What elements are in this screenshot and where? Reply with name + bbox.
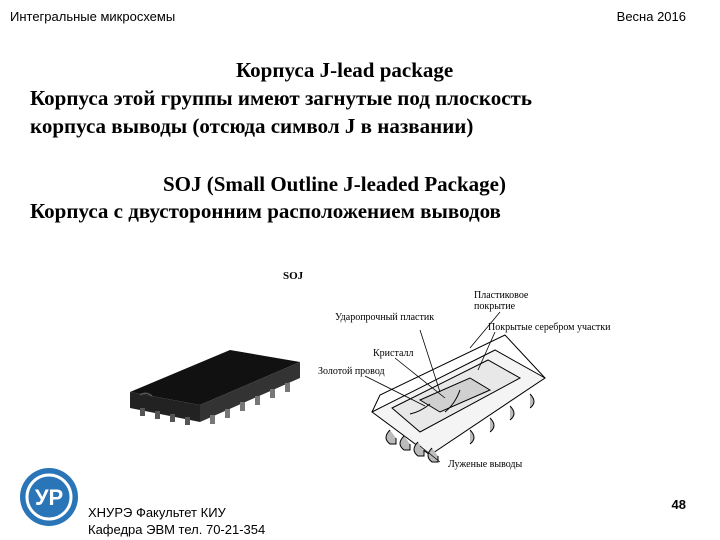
soj-chip-illustration: [130, 350, 300, 425]
label-crystal: Кристалл: [373, 348, 414, 359]
page-number: 48: [671, 497, 686, 512]
label-tinned-leads: Луженые выводы: [448, 459, 523, 470]
label-plastic: Пластиковое покрытие: [474, 290, 529, 312]
body-line-2: корпуса выводы (отсюда символ J в названии): [30, 114, 474, 138]
label-gold-wire: Золотой провод: [318, 366, 385, 377]
slide-subtitle: SOJ (Small Outline J-leaded Package): [163, 172, 506, 196]
logo-text: УР: [34, 485, 64, 510]
footer-university: ХНУРЭ Факультет КИУ: [88, 505, 226, 520]
footer-department: Кафедра ЭВМ тел. 70-21-354: [88, 522, 266, 537]
body-line-3: Корпуса с двусторонним расположением выводов: [30, 199, 501, 223]
body-line-1: Корпуса этой группы имеют загнутые под плоскость: [30, 86, 532, 110]
label-silver: Покрытые серебром участки: [488, 322, 611, 333]
label-shockproof: Ударопрочный пластик: [335, 312, 435, 323]
university-logo: [18, 466, 80, 528]
course-title: Интегральные микросхемы: [10, 9, 176, 24]
slide-title: Корпуса J-lead package: [236, 58, 454, 82]
term-label: Весна 2016: [616, 9, 686, 24]
figure-caption: SOJ: [283, 270, 304, 282]
